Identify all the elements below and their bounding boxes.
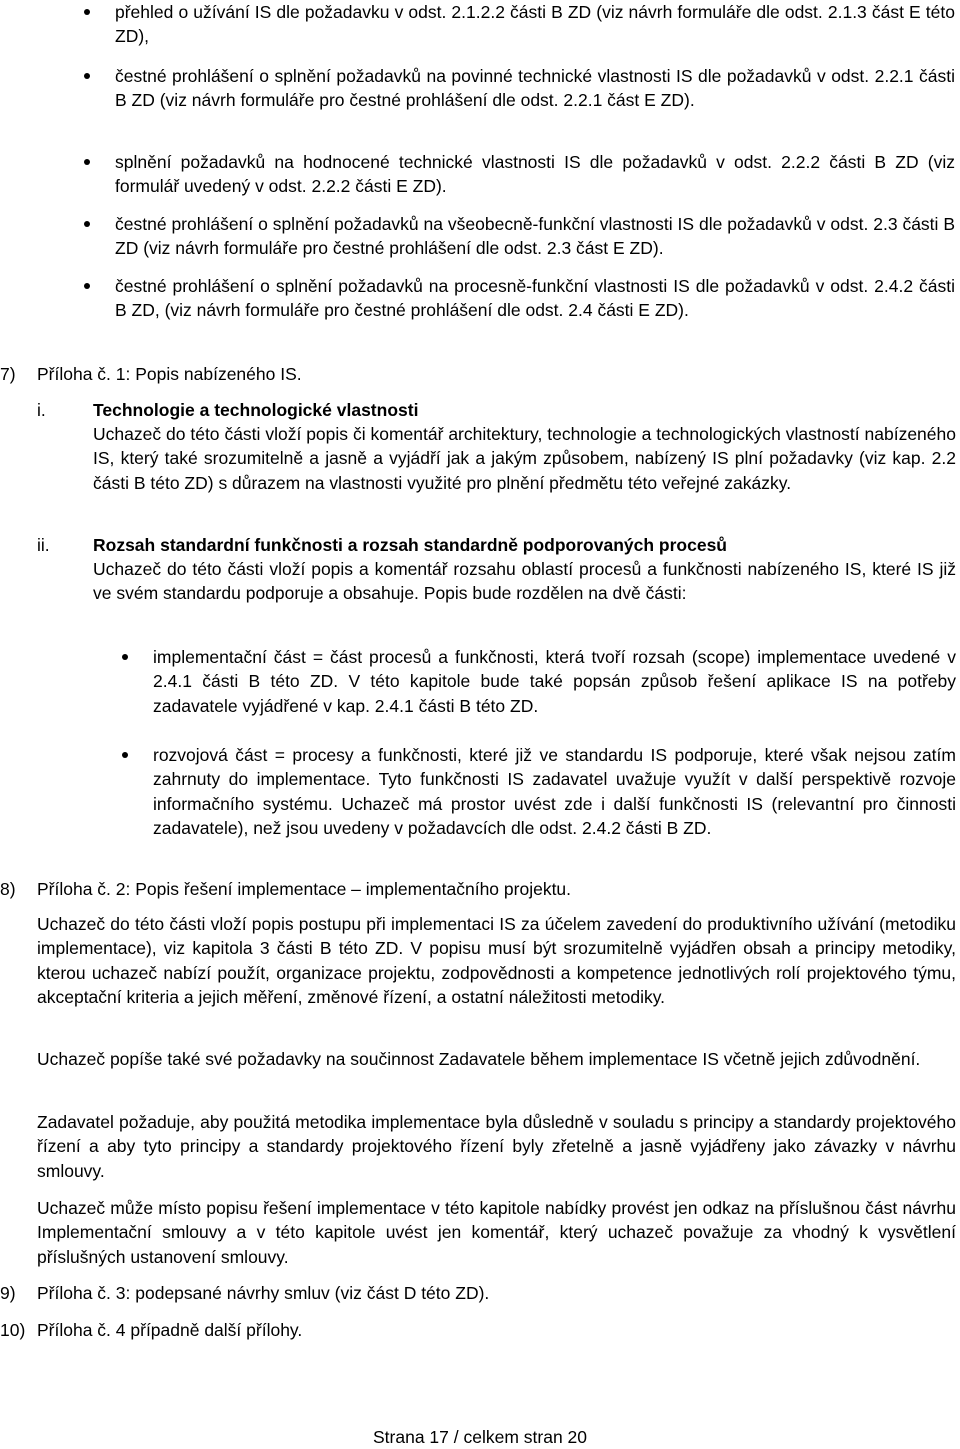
bullet-icon bbox=[84, 221, 90, 227]
paragraph: Uchazeč do této části vloží popis a komentář rozsahu oblastí procesů a funkčnosti nabízeného IS, které IS již ve svém standardu podporuje a obsahuje. Popis bude rozdělen na dvě části: bbox=[93, 559, 956, 604]
list-item bbox=[115, 0, 955, 49]
list-item bbox=[115, 150, 955, 199]
list-item-text: implementační část = část procesů a funkčnosti, která tvoří rozsah (scope) implementace uvedené v 2.4.1 části B této ZD. V této kapitole bude také popsán způsob řešení aplikace IS na potřeby zadavatele vyjádřené v kap. 2.4.1 části B této ZD. bbox=[153, 647, 956, 716]
paragraph: Uchazeč může místo popisu řešení implementace v této kapitole nabídky provést jen odkaz na příslušnou část návrhu Implementační smlouvy a v této kapitole uvést jen komentář, který uchazeč považuje za vhodný k vysvětlení příslušných ustanovení smlouvy. bbox=[37, 1198, 956, 1267]
bullet-icon bbox=[122, 654, 128, 660]
item-number: 7) bbox=[0, 364, 16, 384]
item-text: Příloha č. 1: Popis nabízeného IS. bbox=[37, 364, 302, 384]
page-footer: Strana 17 / celkem stran 20 bbox=[373, 1427, 587, 1447]
list-item bbox=[115, 212, 955, 261]
item-number: 9) bbox=[0, 1283, 16, 1303]
list-item-text: čestné prohlášení o splnění požadavků na povinné technické vlastnosti IS dle požadavků v odst. 2.2.1 části B ZD (viz návrh formuláře pro čestné prohlášení dle odst. 2.2.1 část E ZD). bbox=[115, 66, 955, 111]
list-item bbox=[115, 274, 955, 323]
item-number: 10) bbox=[0, 1320, 26, 1340]
list-item bbox=[115, 64, 955, 113]
item-text: Příloha č. 4 případně další přílohy. bbox=[37, 1320, 303, 1340]
numbered-item-9 bbox=[0, 1281, 489, 1305]
list-item-text: čestné prohlášení o splnění požadavků na procesně-funkční vlastnosti IS dle požadavků v odst. 2.4.2 části B ZD, (viz návrh formuláře pro čestné prohlášení dle odst. 2.4 části E ZD). bbox=[115, 276, 955, 321]
numbered-item-8 bbox=[0, 877, 571, 901]
list-item-text: rozvojová část = procesy a funkčnosti, které již ve standardu IS podporuje, které však nejsou zatím zahrnuty do implementace. Tyto funkčnosti IS zadavatel uvažuje využít v další perspektivě rozvoje informačního systému. Uchazeč má prostor uvést zde i další funkčnosti IS (relevantní pro činnosti zadavatele), než jsou uvedeny v požadavcích dle odst. 2.4.2 části B ZD. bbox=[153, 745, 956, 839]
numbered-item-7 bbox=[0, 362, 302, 386]
numbered-item-10 bbox=[0, 1318, 302, 1342]
paragraph: Zadavatel požaduje, aby použitá metodika implementace byla důsledně v souladu s principy a standardy projektového řízení a aby tyto principy a standardy projektového řízení byly zřetelně a jasně vyjádřeny jako závazky v návrhu smlouvy. bbox=[37, 1112, 956, 1181]
item-number: 8) bbox=[0, 879, 16, 899]
list-item bbox=[153, 645, 956, 718]
subsection-marker: ii. bbox=[37, 535, 50, 555]
item-text: Příloha č. 2: Popis řešení implementace – implementačního projektu. bbox=[37, 879, 572, 899]
paragraph: Uchazeč popíše také své požadavky na součinnost Zadavatele během implementace IS včetně jejich zdůvodnění. bbox=[37, 1049, 921, 1069]
bullet-icon bbox=[122, 752, 128, 758]
paragraph: Uchazeč do této části vloží popis či komentář architektury, technologie a technologických vlastností nabízeného IS, který také srozumitelně a jasně a vyjádří jak a jakým způsobem, nabízený IS plní požadavky (viz kap. 2.2 části B této ZD) s důrazem na vlastnosti využité pro plnění předmětu této veřejné zakázky. bbox=[93, 424, 956, 493]
bullet-icon bbox=[84, 9, 90, 15]
bullet-icon bbox=[84, 283, 90, 289]
bullet-icon bbox=[84, 159, 90, 165]
list-item-text: přehled o užívání IS dle požadavku v odst. 2.1.2.2 části B ZD (viz návrh formuláře dle odst. 2.1.3 část E této ZD), bbox=[115, 2, 955, 47]
list-item-text: čestné prohlášení o splnění požadavků na všeobecně-funkční vlastnosti IS dle požadavků v odst. 2.3 části B ZD (viz návrh formuláře pro čestné prohlášení dle odst. 2.3 část E ZD). bbox=[115, 214, 955, 259]
list-item-text: splnění požadavků na hodnocené technické vlastnosti IS dle požadavků v odst. 2.2.2 části B ZD (viz formulář uvedený v odst. 2.2.2 části E ZD). bbox=[115, 152, 955, 197]
bullet-icon bbox=[84, 73, 90, 79]
item-text: Příloha č. 3: podepsané návrhy smluv (viz část D této ZD). bbox=[37, 1283, 490, 1303]
subsection-marker: i. bbox=[37, 400, 46, 420]
paragraph: Uchazeč do této části vloží popis postupu při implementaci IS za účelem zavedení do produktivního užívání (metodiku implementace), viz kapitola 3 části B této ZD. V popisu musí být srozumitelně vyjádřen obsah a principy metodiky, kterou uchazeč nabízí použít, organizace projektu, zodpovědnosti a kompetence jednotlivých rolí projektového týmu, akceptační kriteria a jejich měření, změnové řízení, a ostatní náležitosti metodiky. bbox=[37, 914, 956, 1008]
subsection-heading: Technologie a technologické vlastnosti bbox=[93, 400, 419, 420]
list-item bbox=[153, 743, 956, 841]
subsection-heading: Rozsah standardní funkčnosti a rozsah standardně podporovaných procesů bbox=[93, 535, 727, 555]
